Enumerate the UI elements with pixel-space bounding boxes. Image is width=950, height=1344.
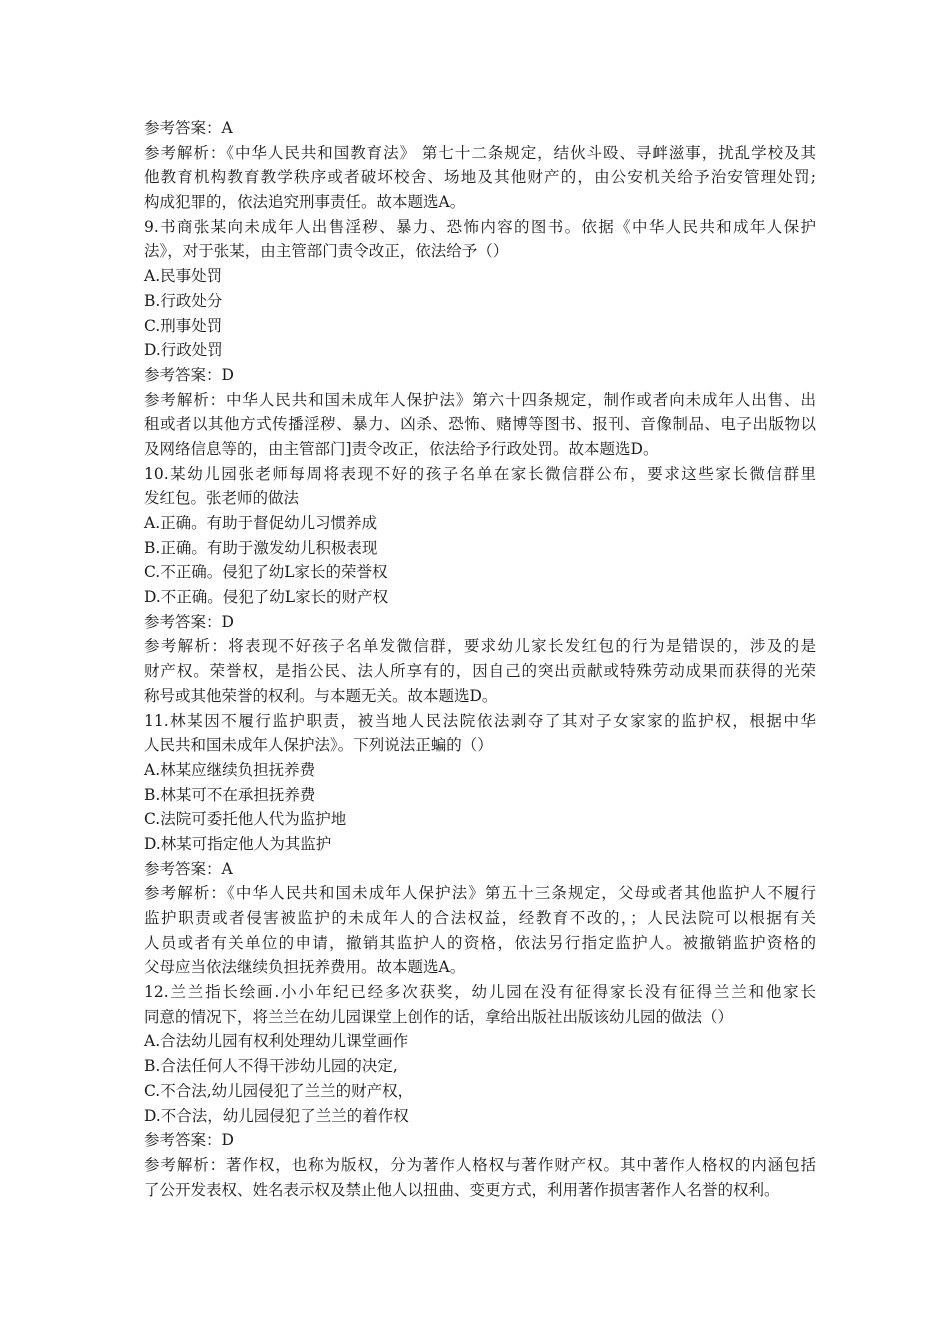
explanation-line: 及网络信息等的，由主管部门]责令改正，依法给予行政处罚。故本题选D。: [144, 439, 659, 458]
explanation-line: 参考解析：中华人民共和国未成年人保护法》第六十四条规定，制作或者向未成年人出售、出: [144, 390, 816, 409]
answer-line: 参考答案：D: [144, 365, 234, 384]
option-line: A.民事处罚: [144, 267, 223, 286]
option-line: B.行政处分: [144, 291, 223, 310]
option-line: D.不正确。侵犯了幼L家长的财产权: [144, 588, 389, 607]
option-line: D.林某可指定他人为其监护: [144, 834, 332, 853]
option-line: C.法院可委托他人代为监护地: [144, 810, 347, 829]
question-line: 法》，对于张某，由主管部门责令改正，依法给予（）: [144, 242, 509, 261]
question-line: 发红包。张老师的做法: [144, 489, 300, 508]
option-line: A.正确。有助于督促幼儿习惯养成: [144, 514, 378, 532]
explanation-line: 人员或者有关单位的申请，撤销其监护人的资格，依法另行指定监护人。被撤销监护资格的: [144, 933, 816, 952]
answer-line: 参考答案：D: [144, 612, 234, 631]
question-line: 11.林某因不履行监护职责，被当地人民法院依法剥夺了其对子女家家的监护权，根据中华: [144, 711, 816, 730]
explanation-line: 他教育机构教育教学秩序或者破坏校舍、场地及其他财产的，由公安机关给予治安管理处罚;: [144, 168, 816, 187]
explanation-line: 构成犯罪的，依法追究刑事责任。故本题选A。: [144, 193, 466, 212]
explanation-line: 参考解析：将表现不好孩子名单发微信群，要求幼儿家长发红包的行为是错误的，涉及的是: [144, 637, 816, 656]
option-line: D.不合法，幼儿园侵犯了兰兰的着作权: [144, 1106, 409, 1125]
explanation-line: 父母应当依法继续负担抚养费用。故本题选A。: [144, 958, 466, 977]
question-line: 人民共和国未成年人保护法》。下列说法正蝙的（）: [144, 736, 493, 755]
explanation-line: 参考解析：著作权，也称为版权，分为著作人格权与著作财产权。其中著作人格权的内涵包括: [144, 1155, 816, 1174]
option-line: C.刑事处罚: [144, 316, 223, 335]
explanation-line: 称号或其他荣誉的权利。与本题无关。故本题选D。: [144, 686, 498, 705]
explanation-line: 参考解析：《中华人民共和国教育法》 第七十二条规定，结伙斗殴、寻衅滋事，扰乱学校及其: [144, 143, 816, 162]
option-line: B.合法任何人不得干涉幼儿园的决定,: [144, 1057, 398, 1076]
question-line: 12.兰兰指长绘画.小小年纪已经多次获奖，幼儿园在没有征得家长没有征得兰兰和他家长: [144, 983, 816, 1002]
answer-line: 参考答案：A: [144, 119, 233, 137]
answer-line: 参考答案：A: [144, 859, 233, 878]
option-line: D.行政处罚: [144, 341, 223, 360]
option-line: A.林某应继续负担抚养费: [144, 760, 316, 779]
question-line: 10.某幼儿园张老师每周将表现不好的孩子名单在家长微信群公布，要求这些家长微信群里: [144, 464, 816, 483]
option-line: A.合法幼儿园有权利处理幼儿课堂画作: [144, 1032, 409, 1051]
option-line: B.正确。有助于激发幼儿积极表现: [144, 538, 378, 557]
option-line: B.林某可不在承担抚养费: [144, 785, 316, 804]
explanation-line: 参考解析：《中华人民共和国未成年人保护法》第五十三条规定，父母或者其他监护人不履行: [144, 884, 816, 903]
question-line: 同意的情况下，将兰兰在幼儿园课堂上创作的话，拿给出版社出版该幼儿园的做法（）: [144, 1007, 734, 1026]
document-page: [144, 116, 816, 1202]
explanation-line: 租或者以其他方式传播淫秽、暴力、凶杀、恐怖、赌博等图书、报刊、音像制品、电子出版物以: [144, 415, 816, 434]
explanation-line: 监护职责或者侵害被监护的未成年人的合法权益，经教育不改的，；人民法院可以根据有关: [144, 909, 816, 927]
explanation-line: 了公开发表权、姓名表示权及禁止他人以扭曲、变更方式，利用著作损害著作人名誉的权利。: [144, 1180, 780, 1199]
answer-line: 参考答案：D: [144, 1131, 234, 1150]
option-line: C.不合法,幼儿园侵犯了兰兰的财产权，: [144, 1081, 414, 1100]
explanation-line: 财产权。荣誉权，是指公民、法人所享有的，因自己的突出贡献或特殊劳动成果而获得的光荣: [144, 662, 816, 681]
question-line: 9.书商张某向未成年人出售淫秽、暴力、恐怖内容的图书。依据《中华人民共和成年人保护: [144, 217, 816, 236]
option-line: C.不正确。侵犯了幼L家长的荣誉权: [144, 563, 388, 582]
